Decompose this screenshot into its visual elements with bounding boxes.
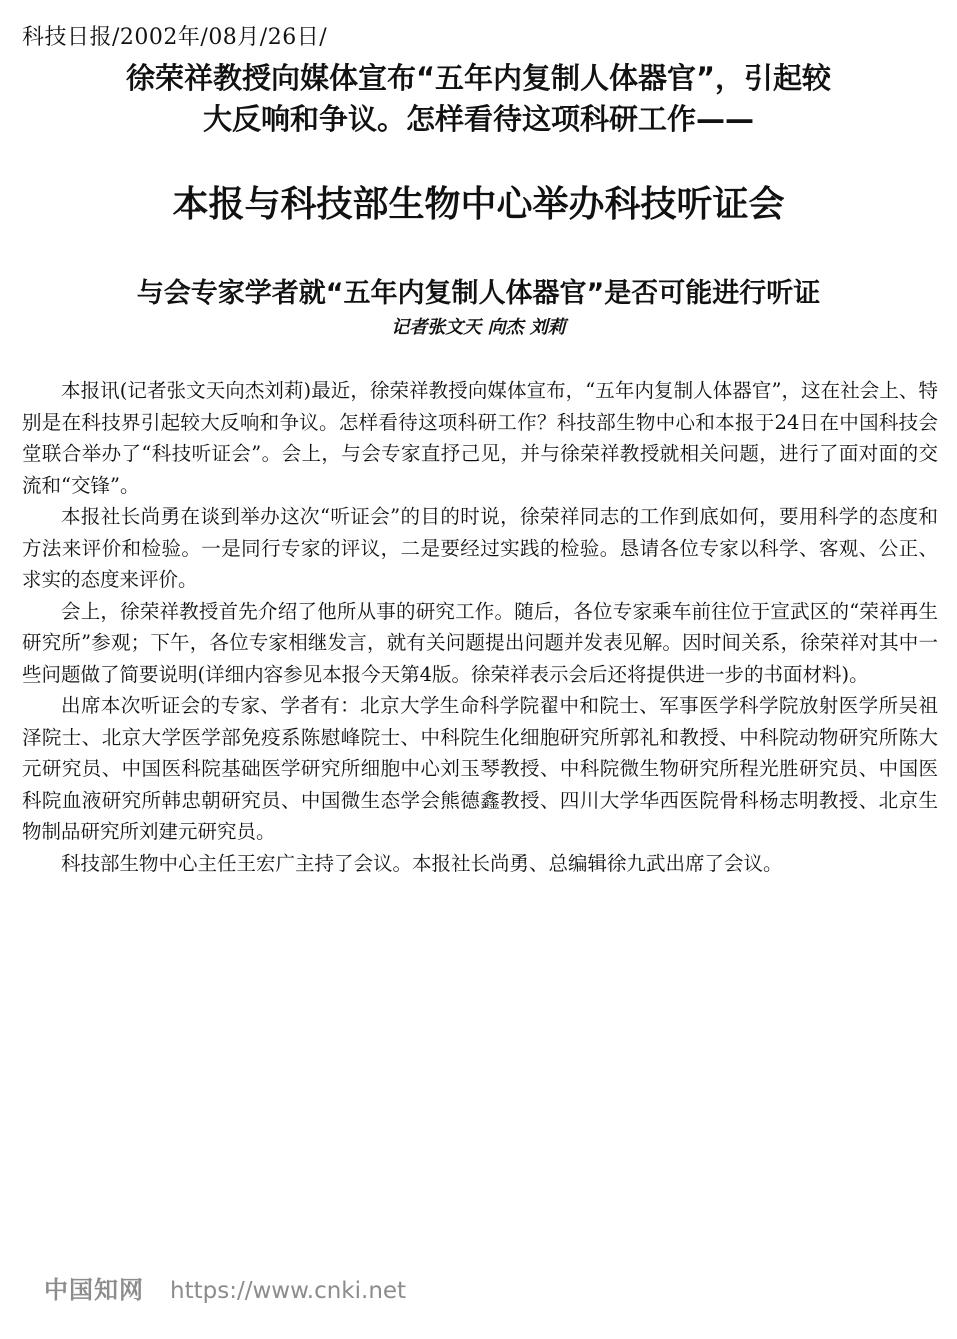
- headline: 本报与科技部生物中心举办科技听证会: [172, 184, 785, 225]
- paragraph-4: 出席本次听证会的专家、学者有：北京大学生命科学院翟中和院士、军事医学科学院放射医学所吴祖泽院士、北京大学医学部免疫系陈慰峰院士、中科院生化细胞研究所郭礼和教授、中科院动物研究所陈大元研究员、中国医科院基础医学研究所细胞中心刘玉琴教授、中科院微生物研究所程光胜研究员、中国医科院血液研究所韩忠朝研究员、中国微生态学会熊德鑫教授、四川大学华西医院骨科杨志明教授、北京生物制品研究所刘建元研究员。: [22, 694, 938, 843]
- byline: 记者张文天 向杰 刘莉: [391, 317, 566, 338]
- cnki-url[interactable]: https://www.cnki.net: [170, 1278, 407, 1304]
- kicker-line-2: 大反响和争议。怎样看待这项科研工作——: [202, 102, 754, 136]
- cnki-logo: 中国知网: [44, 1276, 144, 1304]
- source-line: 科技日报/2002年/08月/26日/: [22, 25, 328, 50]
- paragraph-2: 本报社长尚勇在谈到举办这次“听证会”的目的时说，徐荣祥同志的工作到底如何，要用科学的态度和方法来评价和检验。一是同行专家的评议，二是要经过实践的检验。恳请各位专家以科学、客观、公正、求实的态度来评价。: [22, 505, 938, 591]
- article-body: [22, 375, 938, 879]
- kicker-line-1: 徐荣祥教授向媒体宣布“五年内复制人体器官”，引起较: [125, 61, 832, 95]
- paragraph-1: 本报讯(记者张文天向杰刘莉)最近，徐荣祥教授向媒体宣布，“五年内复制人体器官”，这在社会上、特别是在科技界引起较大反响和争议。怎样看待这项科研工作？科技部生物中心和本报于24日在中国科技会堂联合举办了“科技听证会”。会上，与会专家直抒己见，并与徐荣祥教授就相关问题，进行了面对面的交流和“交锋”。: [22, 379, 938, 497]
- footer-watermark: [44, 1270, 406, 1305]
- paragraph-3: 会上，徐荣祥教授首先介绍了他所从事的研究工作。随后，各位专家乘车前往位于宣武区的“荣祥再生研究所”参观；下午，各位专家相继发言，就有关问题提出问题并发表见解。因时间关系，徐荣祥对其中一些问题做了简要说明(详细内容参见本报今天第4版。徐荣祥表示会后还将提供进一步的书面材料)。: [22, 599, 938, 686]
- subheadline: 与会专家学者就“五年内复制人体器官”是否可能进行听证: [136, 278, 821, 309]
- paragraph-5: 科技部生物中心主任王宏广主持了会议。本报社长尚勇、总编辑徐九武出席了会议。: [61, 851, 783, 875]
